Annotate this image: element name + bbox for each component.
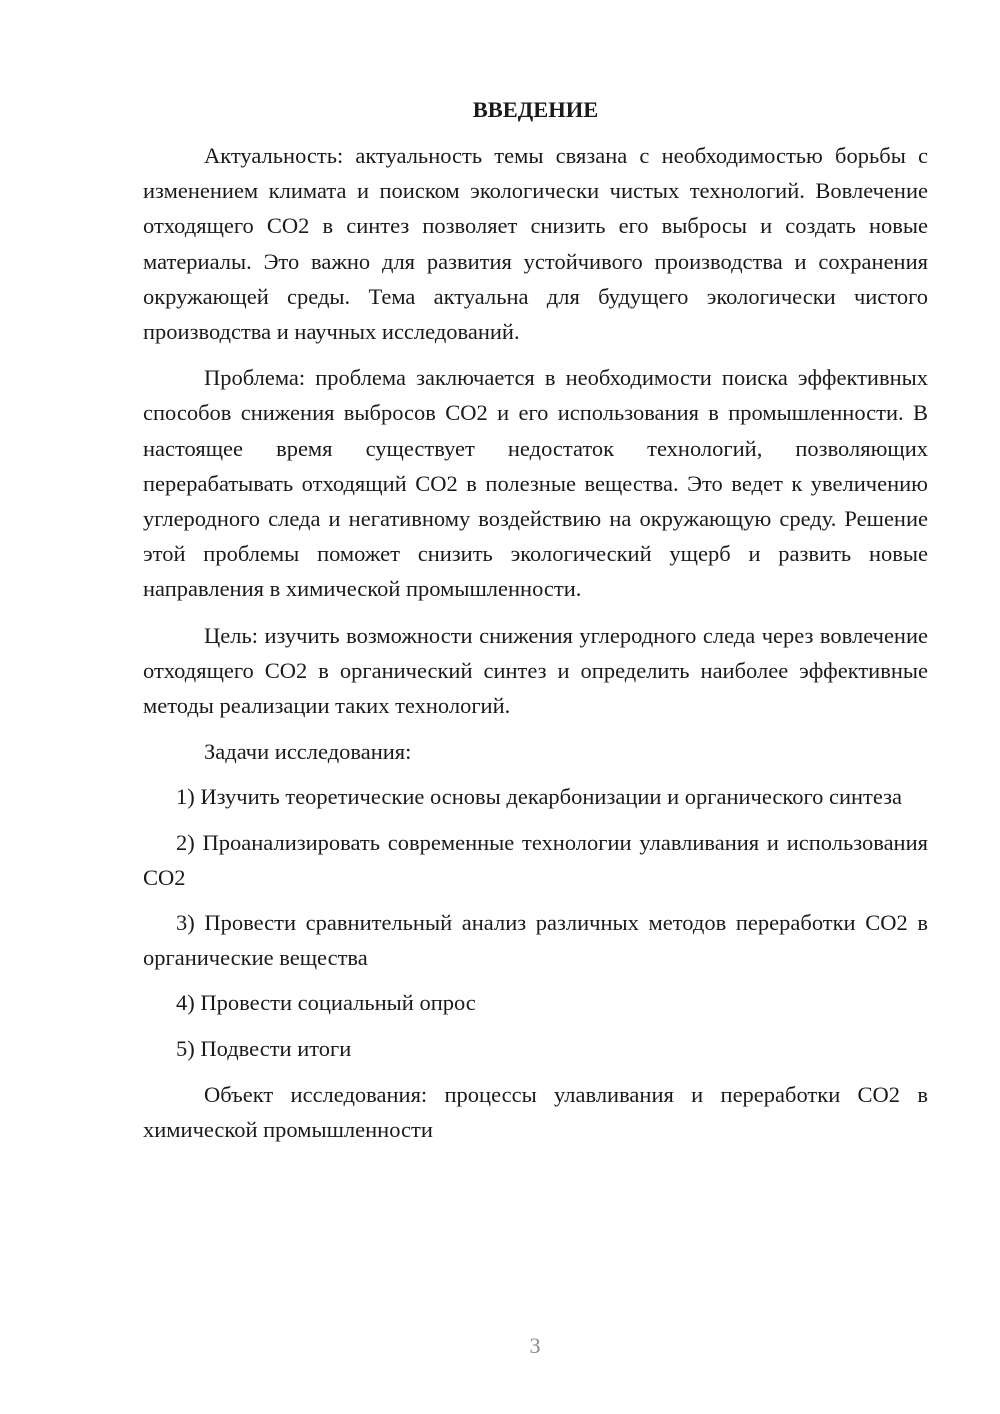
research-object-paragraph: Объект исследования: процессы улавливания и переработки СО2 в химической промышленности [143,1081,928,1143]
section-title: ВВЕДЕНИЕ [472,97,599,122]
task-item-5: 5) Подвести итоги [176,1035,352,1061]
page-number: 3 [529,1333,541,1358]
task-item-4: 4) Провести социальный опрос [176,990,476,1016]
problem-paragraph: Проблема: проблема заключается в необходимости поиска эффективных способов снижения выбросов СО2 и его использования в промышленности. В настоящее время существует недостаток технологий, позволяющих перерабатывать отходящий СО2 в полезные вещества. Это ведет к увеличению углеродного следа и негативному воздействию на окружающую среду. Решение этой проблемы поможет снизить экологический ущерб и развить новые направления в химической промышленности. [143,365,928,602]
goal-paragraph: Цель: изучить возможности снижения углеродного следа через вовлечение отходящего СО2 в органический синтез и определить наиболее эффективные методы реализации таких технологий. [143,622,928,719]
relevance-paragraph: Актуальность: актуальность темы связана с необходимостью борьбы с изменением климата и поиском экологически чистых технологий. Вовлечение отходящего СО2 в синтез позволяет снизить его выбросы и создать новые материалы. Это важно для развития устойчивого производства и сохранения окружающей среды. Тема актуальна для будущего экологически чистого производства и научных исследований. [143,143,928,345]
task-item-3: 3) Провести сравнительный анализ различных методов переработки СО2 в органические вещества [143,910,928,971]
document-content [143,95,928,1147]
task-item-1: 1) Изучить теоретические основы декарбонизации и органического синтеза [176,784,903,810]
tasks-heading: Задачи исследования: [204,739,412,765]
task-item-2: 2) Проанализировать современные технологии улавливания и использования СО2 [143,829,928,890]
